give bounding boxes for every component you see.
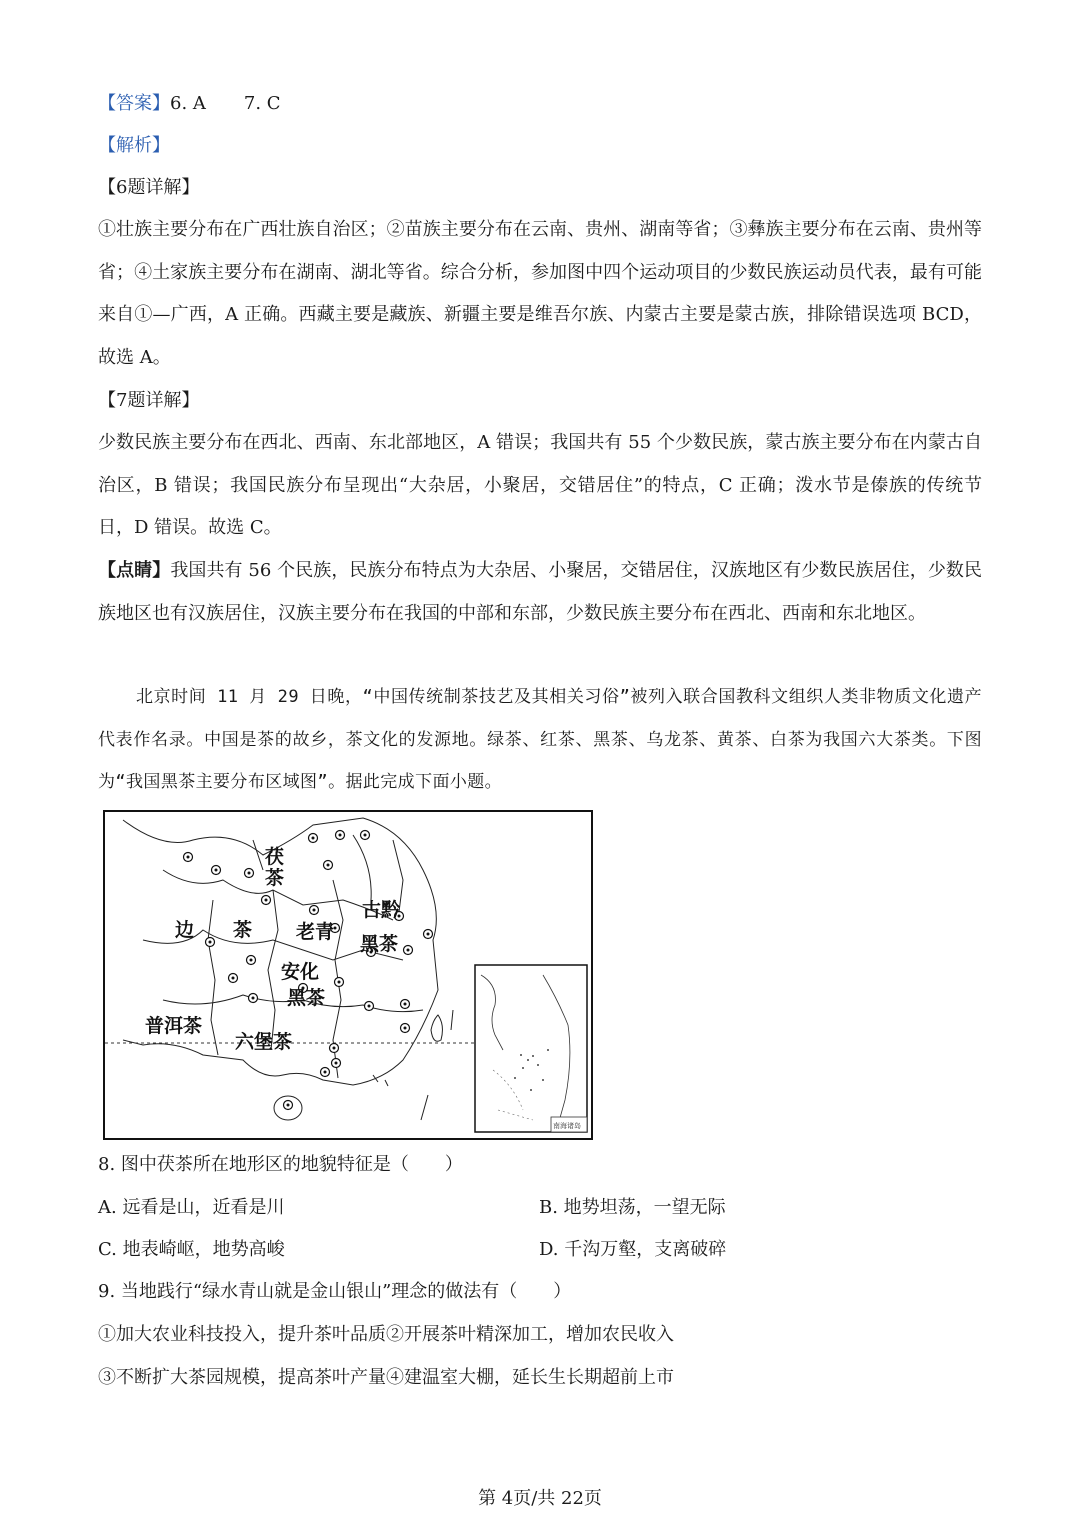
- q9-choices-1: ①加大农业科技投入，提升茶叶品质②开展茶叶精深加工，增加农民收入: [98, 1324, 674, 1345]
- south-china-sea-inset: [475, 965, 587, 1132]
- q6-heading: 【6题详解】: [98, 177, 200, 198]
- map-label-puer: 普洱茶: [145, 1015, 203, 1037]
- answer-6: 6. A: [170, 93, 206, 114]
- page-footer: 第 4页/共 22页: [478, 1488, 602, 1509]
- q6-body: ①壮族主要分布在广西壮族自治区；②苗族主要分布在云南、贵州、湖南等省；③彝族主要分布在云南、贵州等省；④土家族主要分布在湖南、湖北等省。综合分析，参加图中四个运动项目的少数民族运动员代表，最有可能来自①—广西，A 正确。西藏主要是藏族、新疆主要是维吾尔族、内蒙古主要是蒙古族，排除错误选项 BCD，故选 A。: [98, 219, 982, 368]
- inset-label: 南海诸岛: [553, 1122, 581, 1130]
- intro-paragraph: 北京时间 11 月 29 日晚，“中国传统制茶技艺及其相关习俗”被列入联合国教科文组织人类非物质文化遗产代表作名录。中国是茶的故乡，茶文化的发源地。绿茶、红茶、黑茶、乌龙茶、黄茶、白茶为我国六大茶类。下图为“我国黑茶主要分布区域图”。据此完成下面小题。: [98, 687, 982, 792]
- map-label-anhua: 安化: [281, 961, 320, 983]
- answer-7: 7. C: [243, 93, 281, 114]
- q7-body: 少数民族主要分布在西北、西南、东北部地区，A 错误；我国共有 55 个少数民族，蒙古族主要分布在内蒙古自治区，B 错误；我国民族分布呈现出“大杂居，小聚居，交错居住”的特点，C 正确；泼水节是傣族的传统节日，D 错误。故选 C。: [98, 432, 982, 538]
- tip-tag: 【点睛】: [98, 560, 171, 581]
- map-label-hei1: 黑茶: [360, 933, 399, 955]
- tip-body: 我国共有 56 个民族，民族分布特点为大杂居、小聚居，交错居住，汉族地区有少数民族居住，少数民族地区也有汉族居住，汉族主要分布在我国的中部和东部，少数民族主要分布在西北、西南和东北地区。: [98, 560, 983, 624]
- q8-option-c[interactable]: C. 地表崎岖，地势高峻: [98, 1239, 285, 1260]
- map-label-hei2: 黑茶: [287, 987, 326, 1009]
- q8-stem: 8. 图中茯茶所在地形区的地貌特征是（ ）: [98, 1154, 463, 1175]
- answer-tag: 【答案】: [98, 93, 170, 114]
- q9-stem: 9. 当地践行“绿水青山就是金山银山”理念的做法有（ ）: [98, 1281, 572, 1302]
- black-tea-distribution-map: [103, 810, 593, 1140]
- map-label-gu: 古黔: [362, 899, 401, 921]
- tip-block: [98, 550, 982, 635]
- q8-option-b[interactable]: B. 地势坦荡，一望无际: [539, 1197, 726, 1218]
- q7-heading: 【7题详解】: [98, 390, 200, 411]
- q8-option-a[interactable]: A. 远看是山，近看是川: [98, 1197, 285, 1218]
- analysis-tag: 【解析】: [98, 135, 170, 156]
- map-label-fu2: 茶: [265, 867, 285, 889]
- map-label-liubao: 六堡茶: [235, 1031, 293, 1053]
- map-label-laoqing: 老青: [296, 921, 335, 943]
- answer-line: [98, 92, 281, 116]
- map-label-bian: 边: [175, 919, 195, 941]
- q9-choices-2: ③不断扩大茶园规模，提高茶叶产量④建温室大棚，延长生长期超前上市: [98, 1367, 674, 1388]
- q8-option-d[interactable]: D. 千沟万壑，支离破碎: [539, 1239, 727, 1260]
- map-label-fu1: 茯: [265, 846, 285, 868]
- map-label-cha: 茶: [233, 919, 253, 941]
